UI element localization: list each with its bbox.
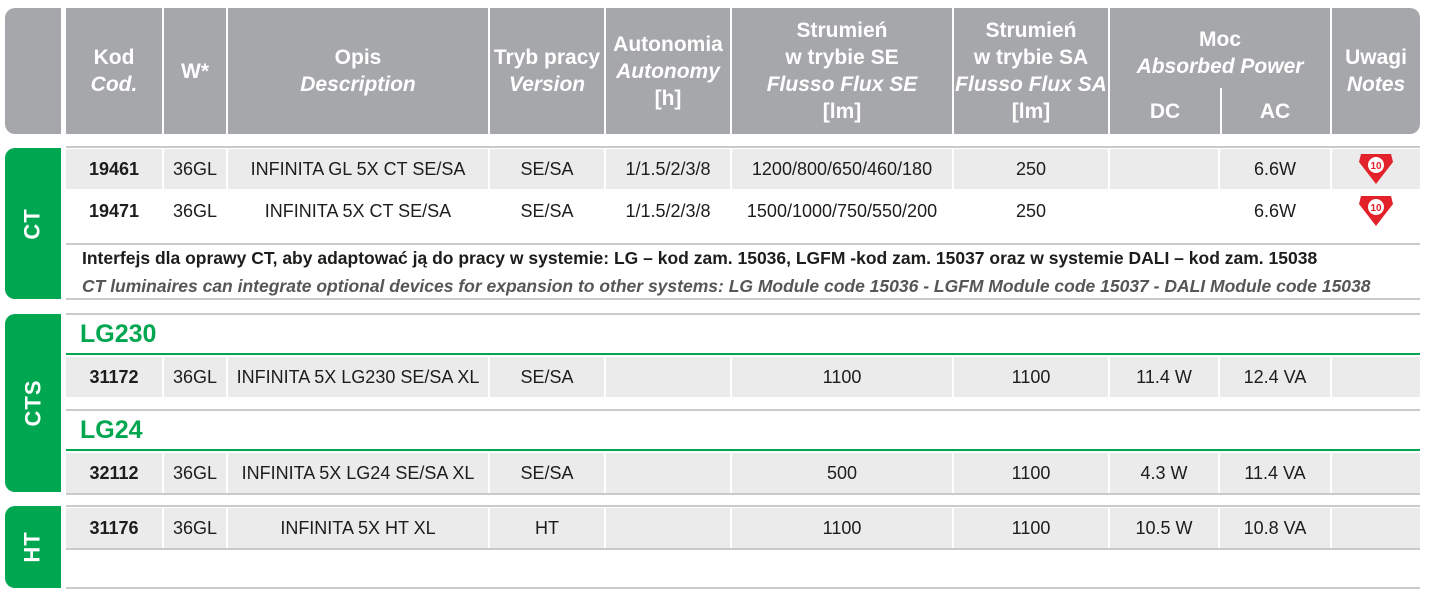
cell-w: 36GL — [172, 158, 218, 179]
warranty-10-badge-icon — [1357, 152, 1395, 186]
cell-ac: 6.6W — [1253, 200, 1296, 221]
header-kod-pl: Kod — [93, 46, 135, 69]
cell-kod: 31176 — [89, 517, 139, 538]
cell-opis: INFINITA 5X LG230 SE/SA XL — [236, 366, 480, 387]
section-tab-ht-label: HT — [19, 531, 45, 563]
header-moc-en: Absorbed Power — [1136, 55, 1304, 78]
header-se-unit: [lm] — [822, 100, 862, 123]
cell-autonomia: 1/1.5/2/3/8 — [625, 158, 711, 179]
cell-dc: 10.5 W — [1135, 517, 1193, 538]
header-uwagi-en: Notes — [1346, 73, 1406, 96]
ct-note-pl: Interfejs dla oprawy CT, aby adaptować ją do pracy w systemie: LG – kod zam. 15036, LGFM -kod zam. 15037 oraz w systemie DALI – kod zam. 15038 — [82, 248, 1318, 268]
header-corner — [5, 8, 61, 134]
header-tryb-en: Version — [508, 73, 586, 96]
table-row — [66, 191, 1420, 231]
cell-dc: 11.4 W — [1136, 366, 1192, 387]
cell-kod: 19471 — [88, 200, 140, 221]
header-sa-unit: [lm] — [1011, 100, 1051, 123]
header-dc: DC — [1149, 100, 1181, 123]
cell-notes — [1332, 357, 1420, 397]
cell-dc — [1110, 149, 1218, 189]
header-tryb — [490, 8, 604, 134]
cell-opis: INFINITA GL 5X CT SE/SA — [250, 158, 466, 179]
section-tab-cts-label: CTS — [20, 379, 45, 427]
cell-flux-sa: 250 — [1015, 158, 1047, 179]
cell-tryb: HT — [535, 517, 559, 538]
row-divider — [66, 409, 1420, 411]
row-divider — [66, 587, 1420, 589]
cell-autonomia: 1/1.5/2/3/8 — [625, 200, 711, 221]
cell-flux-sa: 1100 — [1011, 517, 1051, 538]
row-divider — [66, 493, 1420, 495]
header-uwagi-pl: Uwagi — [1345, 46, 1407, 69]
cell-autonomia — [606, 453, 730, 493]
header-kod-en: Cod. — [90, 73, 138, 96]
cell-w: 36GL — [172, 366, 218, 387]
header-se-en: Flusso Flux SE — [766, 73, 918, 96]
cell-tryb: SE/SA — [520, 158, 574, 179]
cell-flux-sa: 1100 — [1011, 462, 1051, 483]
header-sa-en: Flusso Flux SA — [955, 73, 1107, 96]
header-ac: AC — [1259, 100, 1291, 123]
section-tab-ct — [5, 148, 61, 299]
cell-kod: 19461 — [88, 158, 140, 179]
table-row — [66, 453, 1420, 493]
cell-flux-se: 1100 — [822, 517, 862, 538]
header-autonomia-unit: [h] — [654, 86, 682, 110]
cell-tryb: SE/SA — [520, 200, 574, 221]
header-w — [164, 8, 226, 134]
cell-w: 36GL — [172, 517, 218, 538]
header-sa-line2: w trybie SA — [973, 46, 1089, 69]
header-w-label: W* — [181, 59, 209, 83]
header-moc-title — [1110, 8, 1330, 80]
header-sa-line1: Strumień — [985, 19, 1077, 42]
cell-flux-se: 500 — [826, 462, 858, 483]
header-kod — [66, 8, 162, 134]
badge-number: 10 — [1370, 161, 1382, 172]
cell-notes — [1332, 508, 1420, 548]
row-divider — [66, 548, 1420, 550]
group-underline — [66, 449, 1420, 451]
cell-opis: INFINITA 5X HT XL — [280, 517, 436, 538]
section-tab-cts — [5, 314, 61, 492]
cell-flux-sa: 1100 — [1011, 366, 1051, 387]
cell-flux-se: 1200/800/650/460/180 — [751, 158, 933, 179]
cell-notes — [1332, 191, 1420, 231]
cell-kod: 31172 — [89, 366, 139, 387]
section-tab-ht — [5, 506, 61, 588]
cell-flux-se: 1500/1000/750/550/200 — [746, 200, 938, 221]
cell-ac: 6.6W — [1253, 158, 1296, 179]
header-flux-se — [732, 8, 952, 134]
header-opis — [228, 8, 488, 134]
row-divider — [66, 243, 1420, 245]
header-uwagi — [1332, 8, 1420, 134]
cell-autonomia — [606, 357, 730, 397]
cell-ac: 12.4 VA — [1243, 366, 1307, 387]
warranty-10-badge-icon — [1357, 194, 1395, 228]
header-autonomia-pl: Autonomia — [613, 32, 723, 56]
cell-opis: INFINITA 5X CT SE/SA — [264, 200, 452, 221]
group-title-lg230: LG230 — [80, 320, 157, 348]
cell-notes — [1332, 149, 1420, 189]
header-se-line2: w trybie SE — [785, 46, 899, 69]
ct-note-en: CT luminaires can integrate optional devices for expansion to other systems: LG Module code 15036 - LGFM Module code 15037 - DALI Module code 15038 — [82, 276, 1371, 296]
cell-w: 36GL — [172, 200, 218, 221]
cell-flux-sa: 250 — [1015, 200, 1047, 221]
header-autonomia — [606, 8, 730, 134]
row-divider — [66, 298, 1420, 300]
row-divider — [66, 505, 1420, 507]
cell-flux-se: 1100 — [822, 366, 862, 387]
table-row — [66, 149, 1420, 189]
header-se-line1: Strumień — [796, 19, 888, 42]
cell-ac: 10.8 VA — [1243, 517, 1307, 538]
table-row — [66, 508, 1420, 548]
group-underline — [66, 353, 1420, 355]
header-opis-pl: Opis — [334, 46, 382, 69]
header-tryb-pl: Tryb pracy — [493, 46, 601, 69]
cell-tryb: SE/SA — [520, 366, 574, 387]
cell-tryb: SE/SA — [520, 462, 574, 483]
header-moc-pl: Moc — [1199, 28, 1241, 51]
row-divider — [66, 146, 1420, 148]
cell-dc: 4.3 W — [1140, 462, 1188, 483]
section-tab-ct-label: CT — [19, 207, 45, 240]
cell-notes — [1332, 453, 1420, 493]
cell-autonomia — [606, 508, 730, 548]
table-row — [66, 357, 1420, 397]
header-flux-sa — [954, 8, 1108, 134]
header-autonomia-en: Autonomy — [616, 59, 720, 83]
cell-dc — [1110, 191, 1218, 231]
header-opis-en: Description — [300, 73, 416, 96]
header-moc — [1110, 8, 1330, 134]
cell-ac: 11.4 VA — [1244, 462, 1306, 483]
cell-kod: 32112 — [89, 462, 139, 483]
cell-opis: INFINITA 5X LG24 SE/SA XL — [241, 462, 475, 483]
cell-w: 36GL — [172, 462, 218, 483]
group-title-lg24: LG24 — [80, 416, 143, 444]
row-divider — [66, 313, 1420, 315]
badge-number: 10 — [1370, 203, 1382, 214]
